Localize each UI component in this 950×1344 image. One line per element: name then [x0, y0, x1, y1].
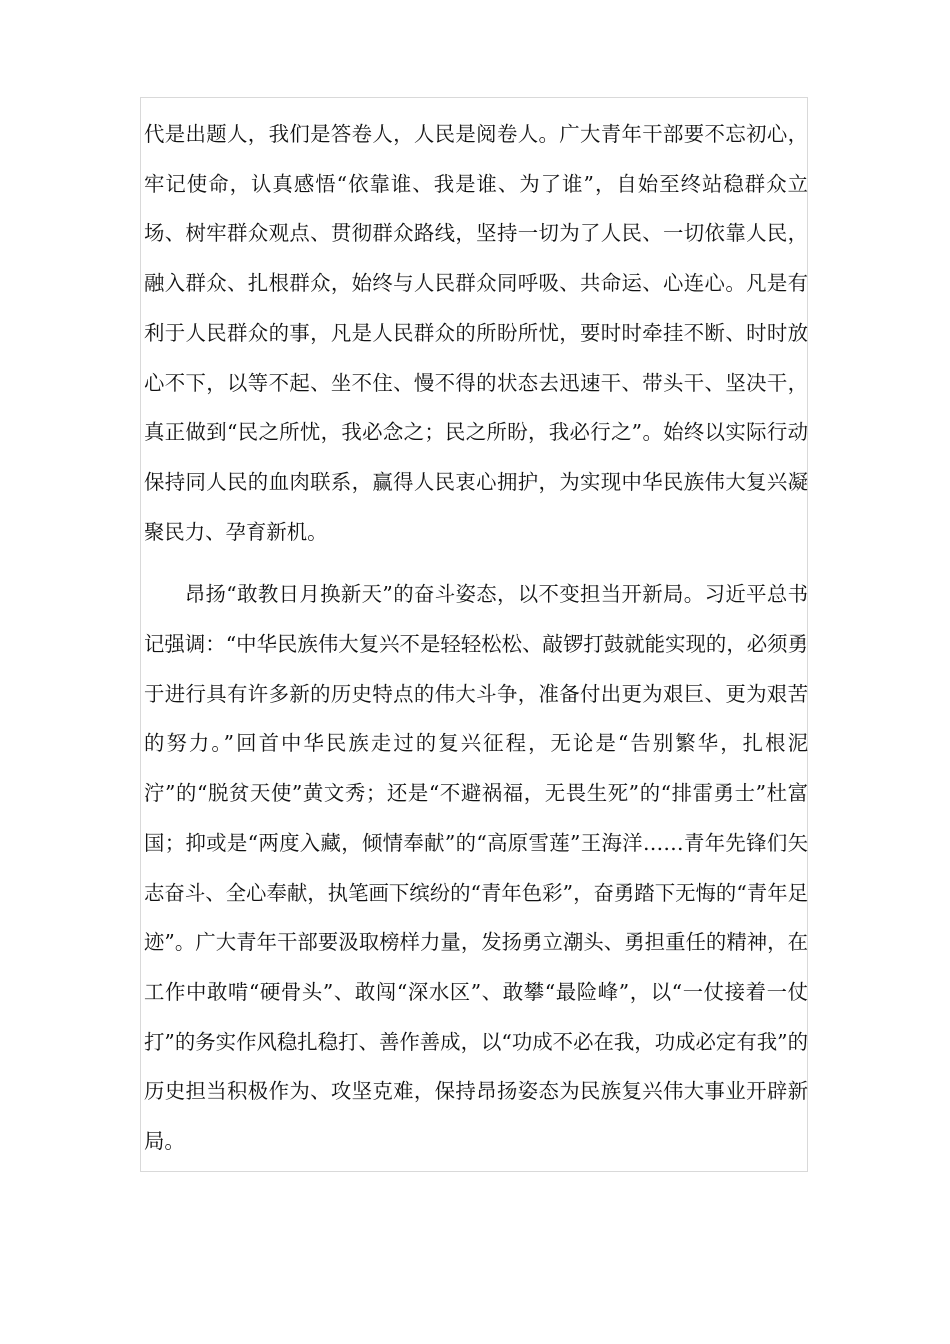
paragraph-struggle-stance: 昂扬“敢教日月换新天”的奋斗姿态，以不变担当开新局。习近平总书记强调：“中华民族伟大复兴不是轻轻松松、敲锣打鼓就能实现的，必须勇于进行具有许多新的历史特点的伟大斗争，准备付出更为艰巨、更为艰苦的努力。”回首中华民族走过的复兴征程，无论是“告别繁华，扎根泥泞”的“脱贫天使”黄文秀；还是“不避祸福，无畏生死”的“排雷勇士”杜富国；抑或是“两度入藏，倾情奉献”的“高原雪莲”王海洋……青年先锋们矢志奋斗、全心奉献，执笔画下缤纷的“青年色彩”，奋勇踏下无悔的“青年足迹”。广大青年干部要汲取榜样力量，发扬勇立潮头、勇担重任的精神，在工作中敢啃“硬骨头”、敢闯“深水区”、敢攀“最险峰”，以“一仗接着一仗打”的务实作风稳扎稳打、善作善成，以“功成不必在我，功成必定有我”的历史担当积极作为、攻坚克难，保持昂扬姿态为民族复兴伟大事业开辟新局。	[144, 582, 808, 1154]
paragraph-continued: 代是出题人，我们是答卷人，人民是阅卷人。广大青年干部要不忘初心，牢记使命，认真感悟“依靠谁、我是谁、为了谁”，自始至终站稳群众立场、树牢群众观点、贯彻群众路线，坚持一切为了人民、一切依靠人民，融入群众、扎根群众，始终与人民群众同呼吸、共命运、心连心。凡是有利于人民群众的事，凡是人民群众的所盼所忧，要时时牵挂不断、时时放心不下，以等不起、坐不住、慢不得的状态去迅速干、带头干、坚决干，真正做到“民之所忧，我必念之；民之所盼，我必行之”。始终以实际行动保持同人民的血肉联系，赢得人民衷心拥护，为实现中华民族伟大复兴凝聚民力、孕育新机。	[144, 122, 808, 544]
document-body	[144, 110, 808, 1167]
